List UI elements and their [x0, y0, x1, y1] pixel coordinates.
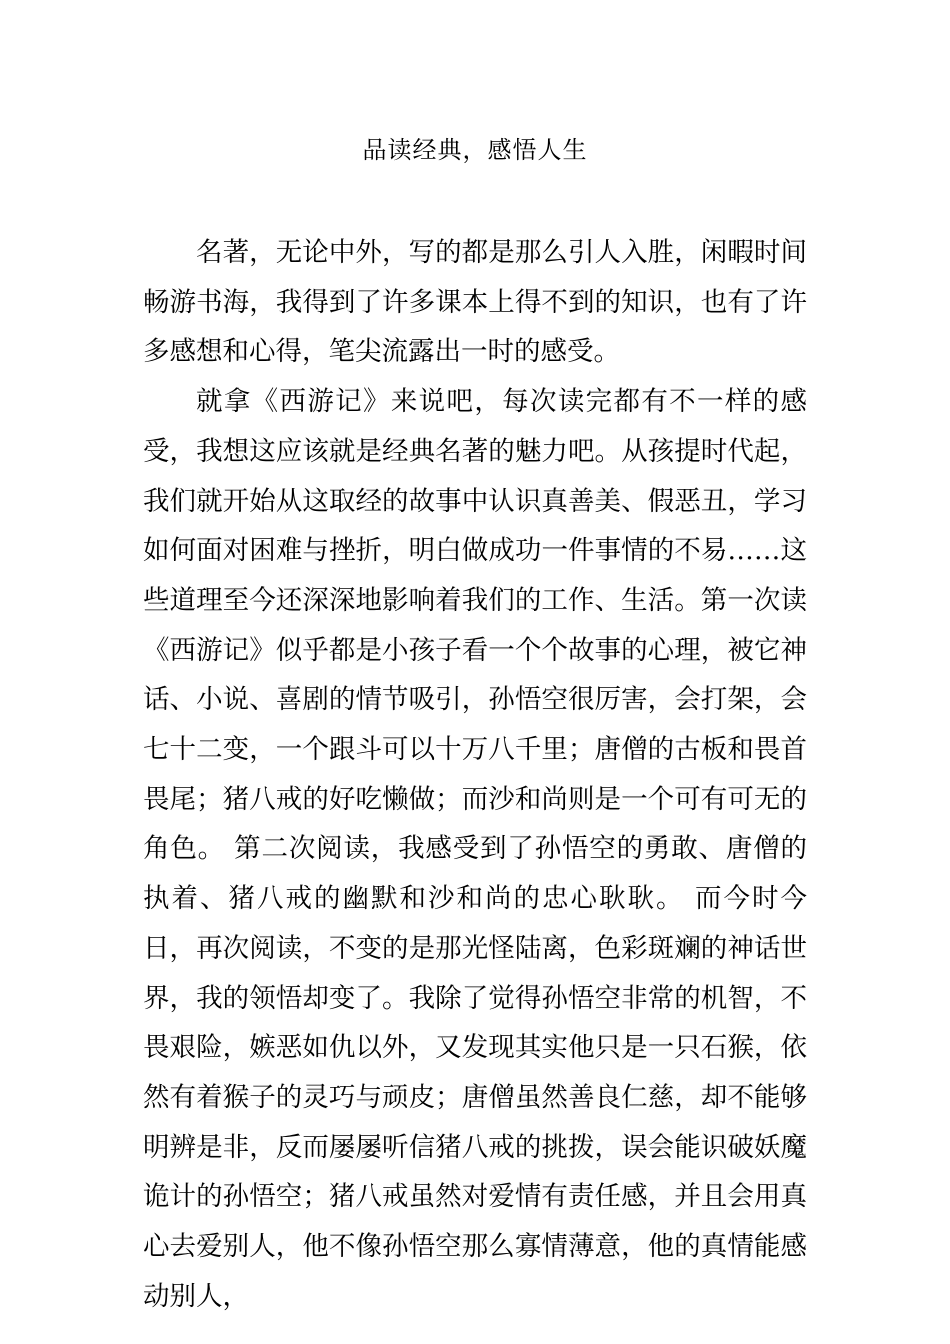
paragraph-1: 名著，无论中外，写的都是那么引人入胜，闲暇时间畅游书海，我得到了许多课本上得不到的知识，也有了许多感想和心得，笔尖流露出一时的感受。	[143, 237, 807, 368]
document-title: 品读经典，感悟人生	[362, 136, 588, 164]
document-body	[143, 228, 807, 1321]
paragraph-2: 就拿《西游记》来说吧，每次读完都有不一样的感受，我想这应该就是经典名著的魅力吧。从孩提时代起，我们就开始从这取经的故事中认识真善美、假恶丑，学习如何面对困难与挫折，明白做成功一件事情的不易……这些道理至今还深深地影响着我们的工作、生活。第一次读《西游记》似乎都是小孩子看一个个故事的心理，被它神话、小说、喜剧的情节吸引，孙悟空很厉害，会打架，会七十二变，一个跟斗可以十万八千里；唐僧的古板和畏首畏尾；猪八戒的好吃懒做；而沙和尚则是一个可有可无的角色。 第二次阅读，我感受到了孙悟空的勇敢、唐僧的执着、猪八戒的幽默和沙和尚的忠心耿耿。 而今时今日，再次阅读，不变的是那光怪陆离，色彩斑斓的神话世界，我的领悟却变了。我除了觉得孙悟空非常的机智，不畏艰险，嫉恶如仇以外，又发现其实他只是一只石猴，依然有着猴子的灵巧与顽皮；唐僧虽然善良仁慈，却不能够明辨是非，反而屡屡听信猪八戒的挑拨，误会能识破妖魔诡计的孙悟空；猪八戒虽然对爱情有责任感，并且会用真心去爱别人，他不像孙悟空那么寡情薄意，他的真情能感动别人，	[143, 386, 807, 1312]
